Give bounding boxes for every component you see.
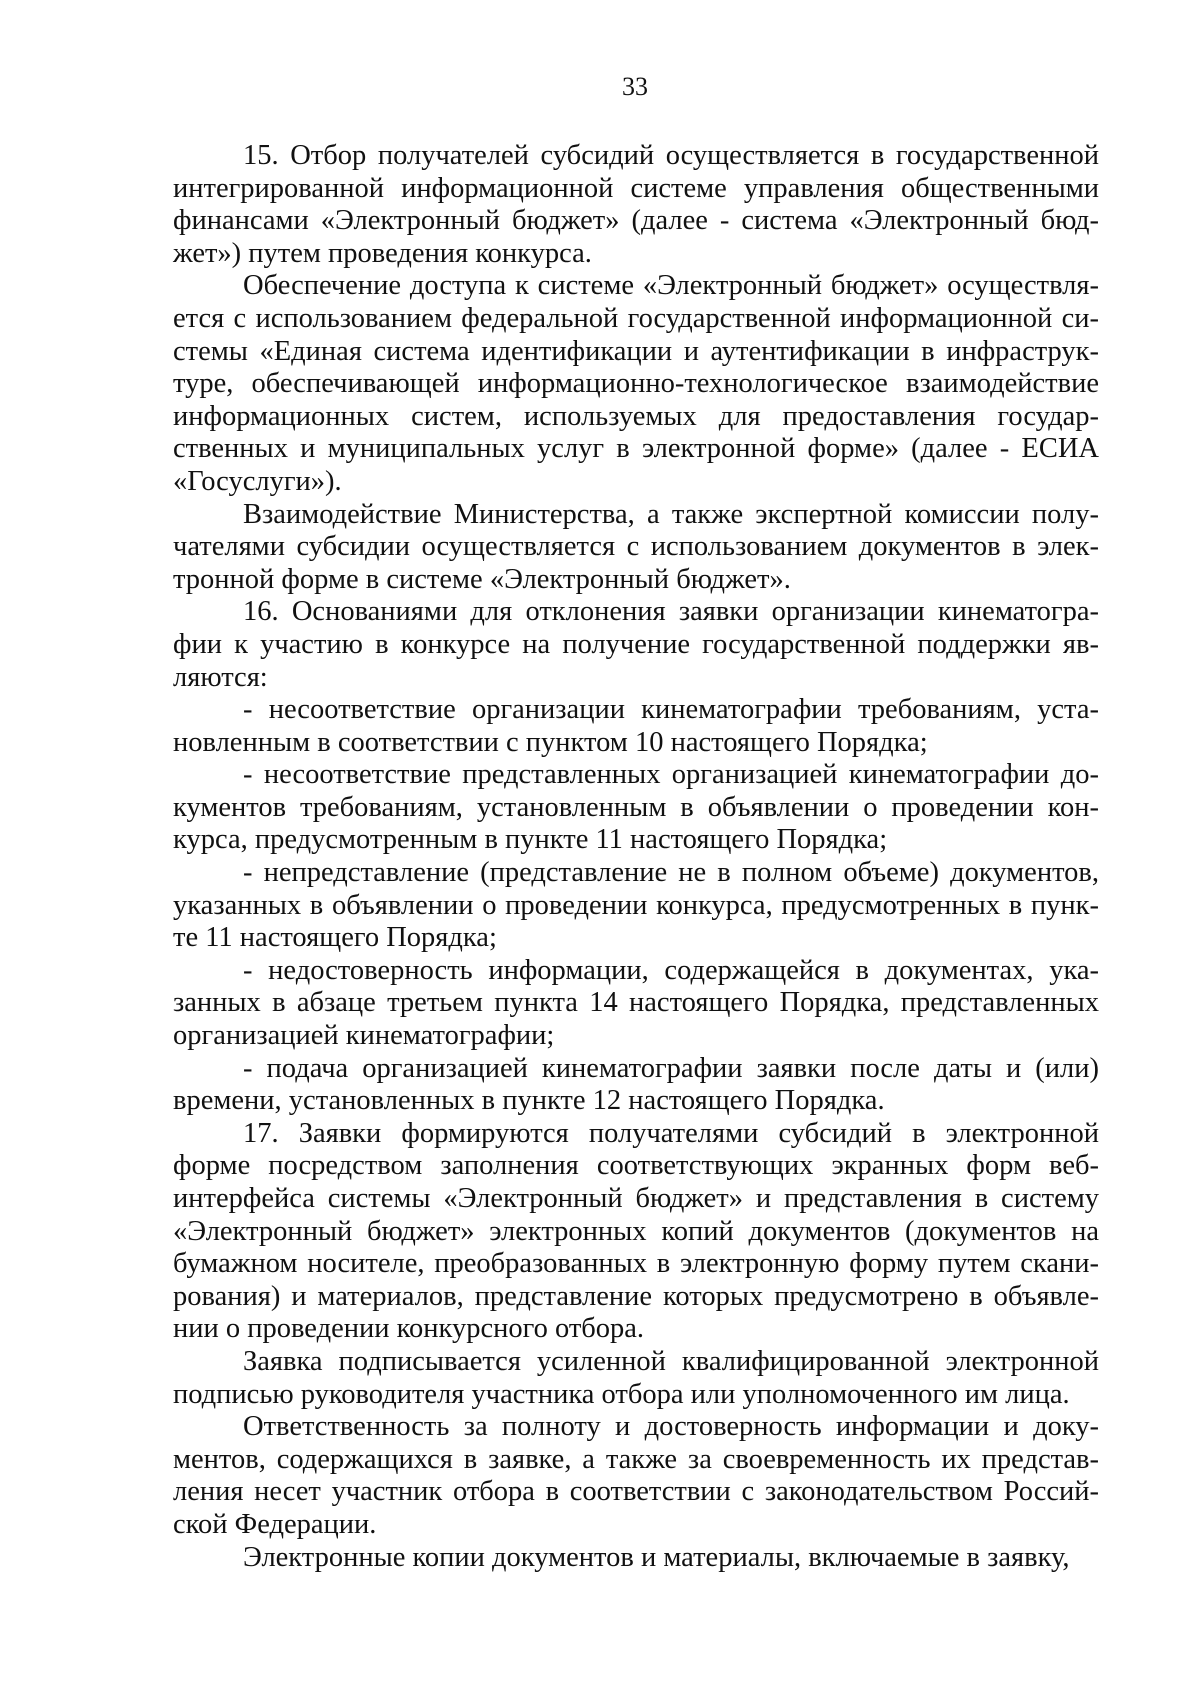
paragraph-access-esia: Обеспечение доступа к системе «Электронный бюджет» осуществля-ется с использованием федеральной государственной информационной си-стемы «Единая система идентификации и аутентификации в инфраструк-туре, обеспечивающей информационно-технологическое взаимодействие информационных систем, используемых для предоставления государ-ственных и муниципальных услуг в электронной форме» (далее - ЕСИА «Госуслуги»). <box>173 270 1099 497</box>
paragraph-interaction: Взаимодействие Министерства, а также экспертной комиссии полу-чателями субсидии осуществляется с использованием документов в элек-тронной форме в системе «Электронный бюджет». <box>173 498 1099 595</box>
document-body <box>173 140 1099 1574</box>
page-number: 33 <box>622 72 648 101</box>
list-item-incomplete-documents: - непредставление (представление не в полном объеме) документов, указанных в объявлении о проведении конкурса, предусмотренных в пунк-те 11 настоящего Порядка; <box>173 857 1099 954</box>
list-item-nonconformity-organization: - несоответствие организации кинематографии требованиям, уста-новленным в соответствии с пунктом 10 настоящего Порядка; <box>173 694 1099 758</box>
paragraph-responsibility: Ответственность за полноту и достоверность информации и доку-ментов, содержащихся в заявке, а также за своевременность их представ-ления несет участник отбора в соответствии с законодательством Россий-ской Федерации. <box>173 1411 1099 1540</box>
paragraph-electronic-copies: Электронные копии документов и материалы, включаемые в заявку, <box>243 1541 1070 1573</box>
list-item-nonconformity-documents: - несоответствие представленных организацией кинематографии до-кументов требованиям, установленным в объявлении о проведении кон-курса, предусмотренным в пункте 11 настоящего Порядка; <box>173 759 1099 856</box>
paragraph-15-selection: 15. Отбор получателей субсидий осуществляется в государственной интегрированной информационной системе управления общественными финансами «Электронный бюджет» (далее - система «Электронный бюд-жет») путем проведения конкурса. <box>173 140 1099 269</box>
paragraph-16-rejection-grounds: 16. Основаниями для отклонения заявки организации кинематогра-фии к участию в конкурсе на получение государственной поддержки яв-ляются: <box>173 596 1099 693</box>
paragraph-signature: Заявка подписывается усиленной квалифицированной электронной подписью руководителя участника отбора или уполномоченного им лица. <box>173 1345 1099 1410</box>
paragraph-17-applications: 17. Заявки формируются получателями субсидий в электронной форме посредством заполнения соответствующих экранных форм веб-интерфейса системы «Электронный бюджет» и представления в систему «Электронный бюджет» электронных копий документов (документов на бумажном носителе, преобразованных в электронную форму путем скани-рования) и материалов, представление которых предусмотрено в объявле-нии о проведении конкурсного отбора. <box>173 1117 1099 1345</box>
list-item-late-submission: - подача организацией кинематографии заявки после даты и (или) времени, установленных в пункте 12 настоящего Порядка. <box>173 1052 1099 1117</box>
list-item-unreliable-information: - недостоверность информации, содержащейся в документах, ука-занных в абзаце третьем пункта 14 настоящего Порядка, представленных организацией кинематографии; <box>173 954 1099 1052</box>
